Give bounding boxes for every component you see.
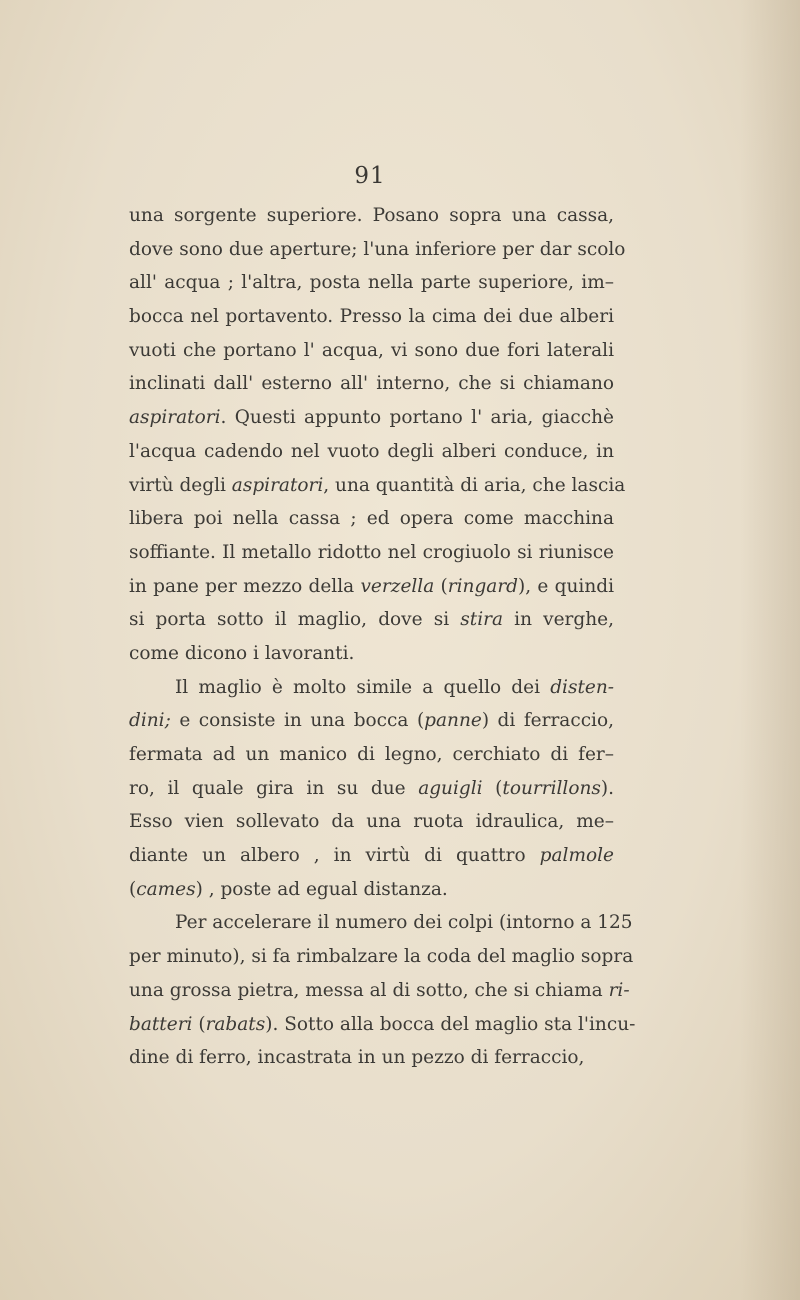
text-line: l'acqua cadendo nel vuoto degli alberi conduce, in: [129, 440, 614, 462]
text-line: per minuto), si fa rimbalzare la coda del maglio sopra: [129, 946, 634, 968]
text-line: all' acqua ; l'altra, posta nella parte superiore, im–: [129, 272, 614, 294]
text-line: vuoti che portano l' acqua, vi sono due fori laterali: [129, 339, 614, 361]
text-line: bocca nel portavento. Presso la cima dei due alberi: [129, 306, 614, 328]
text-line: dove sono due aperture; l'una inferiore per dar scolo: [129, 238, 626, 260]
text-line: (cames) , poste ad egual distanza.: [129, 878, 448, 900]
text-line: virtù degli aspiratori, una quantità di aria, che lascia: [129, 474, 626, 496]
text-line: dine di ferro, incastrata in un pezzo di ferraccio,: [129, 1047, 585, 1069]
page-edge-shadow: [740, 0, 800, 1300]
text-line: batteri (rabats). Sotto alla bocca del maglio sta l'incu-: [129, 1013, 636, 1035]
text-line: una grossa pietra, messa al di sotto, che si chiama ri-: [129, 979, 630, 1001]
text-line: Il maglio è molto simile a quello dei disten-: [175, 676, 614, 698]
text-line: una sorgente superiore. Posano sopra una cassa,: [129, 205, 614, 226]
text-line: si porta sotto il maglio, dove si stira in verghe,: [129, 609, 614, 631]
text-line: diante un albero , in virtù di quattro palmole: [129, 845, 614, 867]
page-number: 91: [354, 163, 386, 189]
text-line: come dicono i lavoranti.: [129, 642, 355, 664]
text-line: ro, il quale gira in su due aguigli (tourrillons).: [129, 777, 614, 799]
text-line: libera poi nella cassa ; ed opera come macchina: [129, 508, 614, 530]
text-line: dini; e consiste in una bocca (panne) di ferraccio,: [129, 710, 614, 732]
text-line: fermata ad un manico di legno, cerchiato di fer–: [129, 744, 614, 765]
text-line: aspiratori. Questi appunto portano l' aria, giacchè: [129, 407, 614, 429]
body-text: [129, 199, 636, 1075]
text-line: soffiante. Il metallo ridotto nel crogiuolo si riunisce: [129, 541, 614, 563]
text-line: Esso vien sollevato da una ruota idraulica, me–: [129, 811, 614, 833]
text-line: Per accelerare il numero dei colpi (intorno a 125: [175, 912, 633, 934]
text-line: in pane per mezzo della verzella (ringard), e quindi: [129, 575, 614, 597]
text-line: inclinati dall' esterno all' interno, che si chiamano: [129, 373, 614, 395]
